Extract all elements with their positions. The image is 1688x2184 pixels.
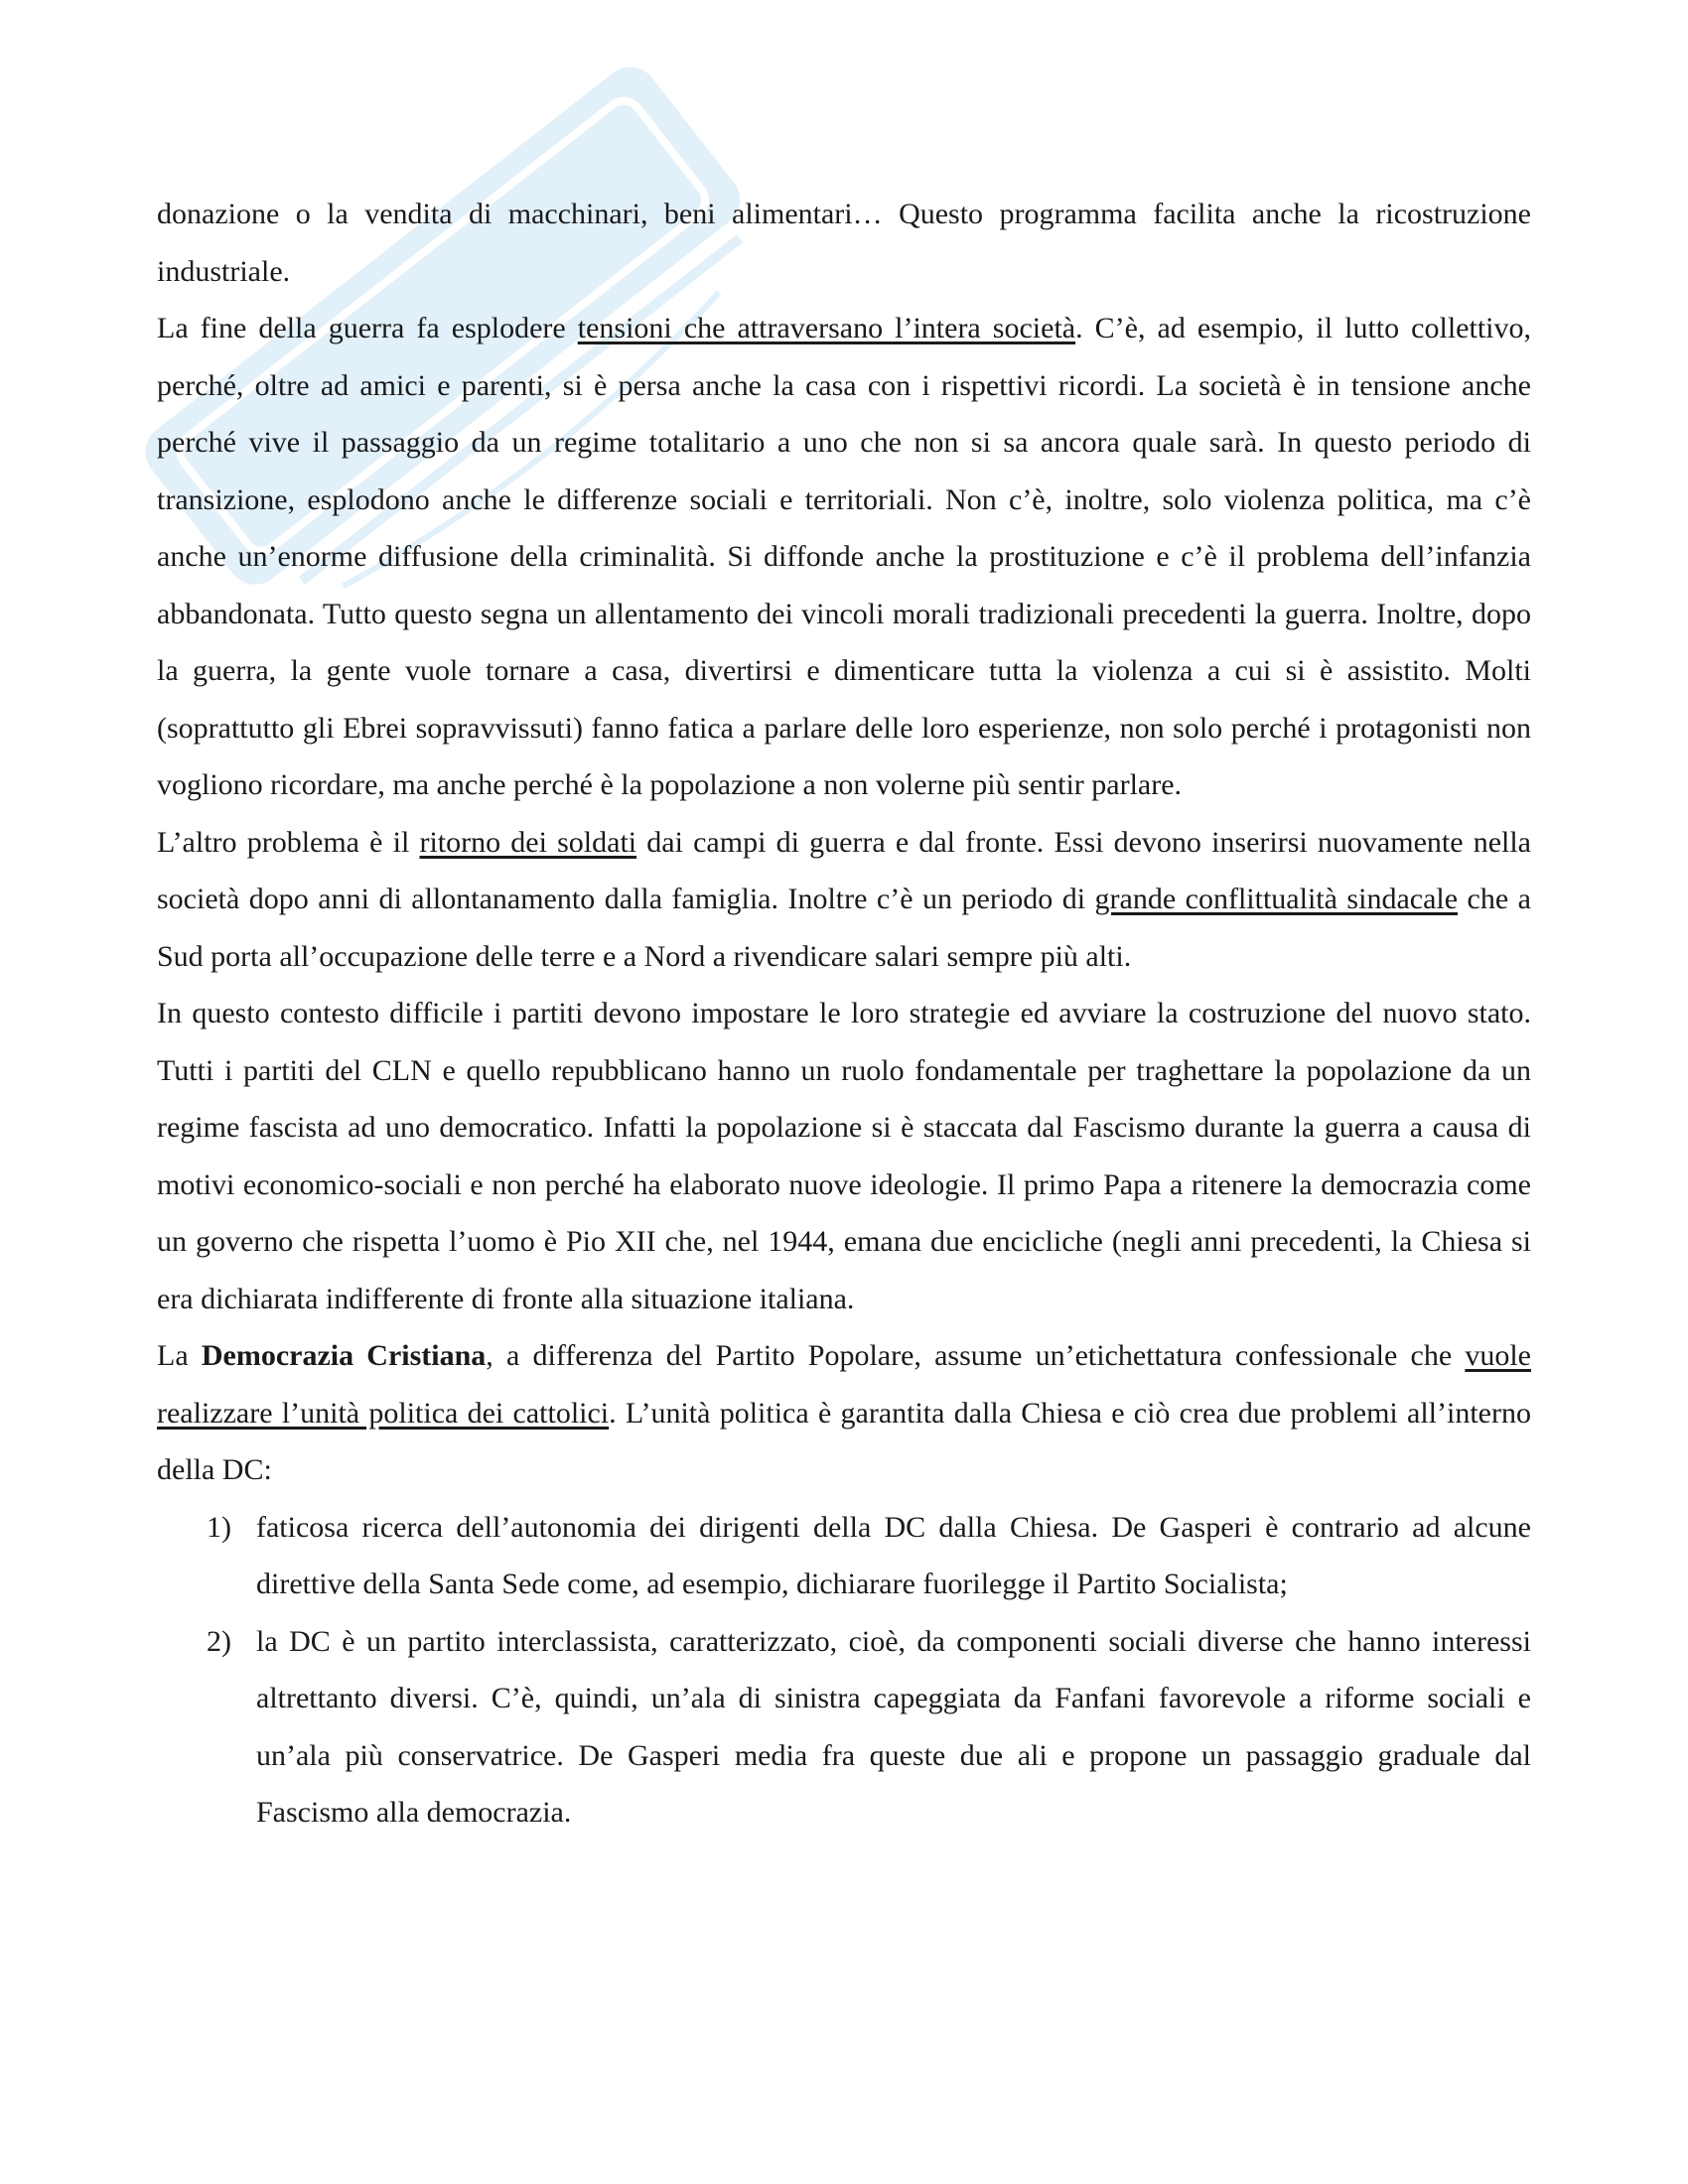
paragraph-2 [157,300,1531,814]
paragraph-5-underline: vuole realizzare l’unità politica dei cattolici [157,1339,1531,1430]
paragraph-4-text: In questo contesto difficile i partiti devono impostare le loro strategie ed avviare la costruzione del nuovo stato. Tutti i partiti del CLN e quello repubblicano hanno un ruolo fondamentale per traghettare la popolazione da un regime fascista ad uno democratico. Infatti la popolazione si è staccata dal Fascismo durante la guerra a causa di motivi economico-sociali e non perché ha elaborato nuove ideologie. Il primo Papa a ritenere la democrazia come un governo che rispetta l’uomo è Pio XII che, nel 1944, emana due encicliche (negli anni precedenti, la Chiesa si era dichiarata indifferente di fronte alla situazione italiana. [157,997,1531,1315]
list-item-number: 2) [207,1624,231,1658]
paragraph-2-underline: tensioni che attraversano l’intera società [577,312,1076,344]
paragraph-5-bold: Democrazia Cristiana [201,1339,487,1372]
list-item [157,1613,1531,1842]
paragraph-2-text-b: . C’è, ad esempio, il lutto collettivo, perché, oltre ad amici e parenti, si è persa anche la casa con i rispettivi ricordi. La società è in tensione anche perché vive il passaggio da un regime totalitario a uno che non si sa ancora quale sarà. In questo periodo di transizione, esplodono anche le differenze sociali e territoriali. Non c’è, inoltre, solo violenza politica, ma c’è anche un’enorme diffusione della criminalità. Si diffonde anche la prostituzione e c’è il problema dell’infanzia abbandonata. Tutto questo segna un allentamento dei vincoli morali tradizionali precedenti la guerra. Inoltre, dopo la guerra, la gente vuole tornare a casa, divertirsi e dimenticare tutta la violenza a cui si è assistito. Molti (soprattutto gli Ebrei sopravvissuti) fanno fatica a parlare delle loro esperienze, non solo perché i protagonisti non vogliono ricordare, ma anche perché è la popolazione a non volerne più sentir parlare. [157,312,1531,801]
paragraph-3-text-c: che a Sud porta all’occupazione delle terre e a Nord a rivendicare salari sempre più alti. [157,883,1531,973]
paragraph-5-text-a: La [157,1339,202,1372]
list-item-text: faticosa ricerca dell’autonomia dei dirigenti della DC dalla Chiesa. De Gasperi è contrario ad alcune direttive della Santa Sede come, ad esempio, dichiarare fuorilegge il Partito Socialista; [256,1510,1531,1600]
paragraph-5-text-b: , a differenza del Partito Popolare, assume un’etichettatura confessionale che [486,1339,1466,1372]
paragraph-4 [157,985,1531,1327]
paragraph-5-text-c: . L’unità politica è garantita dalla Chiesa e ciò crea due problemi all’interno della DC: [157,1396,1531,1486]
paragraph-1-text: donazione o la vendita di macchinari, beni alimentari… Questo programma facilita anche la ricostruzione industriale. [157,198,1531,288]
document-page [157,186,1531,1842]
paragraph-5 [157,1327,1531,1499]
paragraph-3-text-a: L’altro problema è il [157,825,420,859]
paragraph-3-underline-1: ritorno dei soldati [419,825,637,859]
paragraph-1 [157,186,1531,300]
paragraph-3-text-b: dai campi di guerra e dal fronte. Essi devono inserirsi nuovamente nella società dopo anni di allontanamento dalla famiglia. Inoltre c’è un periodo di [157,825,1532,915]
paragraph-3 [157,814,1531,986]
list-item-text: la DC è un partito interclassista, caratterizzato, cioè, da componenti sociali diverse che hanno interessi altrettanto diversi. C’è, quindi, un’ala di sinistra capeggiata da Fanfani favorevole a riforme sociali e un’ala più conservatrice. De Gasperi media fra queste due ali e propone un passaggio graduale dal Fascismo alla democrazia. [256,1624,1531,1829]
numbered-list [157,1499,1531,1842]
list-item-number: 1) [207,1510,231,1544]
paragraph-3-underline-2: grande conflittualità sindacale [1094,883,1459,915]
list-item [157,1499,1531,1613]
paragraph-2-text-a: La fine della guerra fa esplodere [157,312,578,344]
